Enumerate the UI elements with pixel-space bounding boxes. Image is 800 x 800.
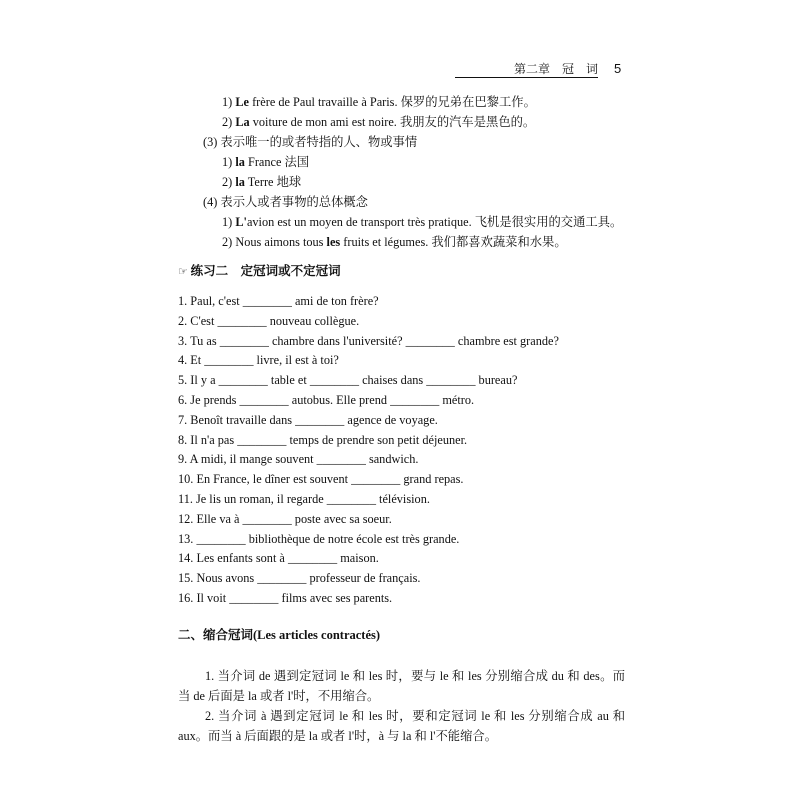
exercise-item: 9. A midi, il mange souvent ________ sandwich. bbox=[178, 452, 419, 467]
exercise-item: 1. Paul, c'est ________ ami de ton frère? bbox=[178, 294, 379, 308]
exercise-item: 14. Les enfants sont à ________ maison. bbox=[178, 551, 379, 566]
exercise-item: 3. Tu as ________ chambre dans l'université? ________ chambre est grande? bbox=[178, 333, 559, 348]
section-heading: 二、缩合冠词(Les articles contractés) bbox=[178, 628, 381, 642]
example-line bbox=[222, 235, 567, 249]
example-bold: les bbox=[326, 235, 341, 249]
exercise-heading bbox=[178, 264, 341, 279]
example-post: voiture de mon ami est noire. 我朋友的汽车是黑色的。 bbox=[249, 115, 536, 129]
example-pre: 1) bbox=[222, 215, 236, 229]
example-pre: 2) bbox=[222, 175, 236, 189]
example-pre: 1) bbox=[222, 155, 236, 169]
example-bold: la bbox=[235, 175, 245, 189]
paragraph-text: 2. 当介词 à 遇到定冠词 le 和 les 时，要和定冠词 le 和 les 分别缩合成 au 和 aux。而当 à 后面跟的是 la 或者 l'时，à 与 la 和 l'不能缩合。 bbox=[178, 709, 625, 743]
exercise-item: 10. En France, le dîner est souvent ________ grand repas. bbox=[178, 472, 464, 487]
exercise-item: 13. ________ bibliothèque de notre école est très grande. bbox=[178, 531, 460, 546]
exercise-item: 8. Il n'a pas ________ temps de prendre son petit déjeuner. bbox=[178, 432, 468, 447]
page-number: 5 bbox=[614, 61, 622, 76]
exercise-item: 7. Benoît travaille dans ________ agence de voyage. bbox=[178, 412, 438, 427]
example-line bbox=[203, 195, 368, 209]
exercise-item: 4. Et ________ livre, il est à toi? bbox=[178, 353, 339, 368]
example-pre: 2) bbox=[222, 115, 236, 129]
paragraph-text: 1. 当介词 de 遇到定冠词 le 和 les 时，要与 le 和 les 分别缩合成 du 和 des。而当 de 后面是 la 或者 l'时，不用缩合。 bbox=[178, 669, 625, 703]
exercise-item: 12. Elle va à ________ poste avec sa soeur. bbox=[178, 511, 392, 526]
exercise-item: 6. Je prends ________ autobus. Elle prend ________ métro. bbox=[178, 393, 475, 407]
paragraph bbox=[178, 706, 625, 746]
example-post: avion est un moyen de transport très pratique. 飞机是很实用的交通工具。 bbox=[246, 215, 623, 229]
exercise-item: 15. Nous avons ________ professeur de français. bbox=[178, 571, 421, 586]
example-post: frère de Paul travaille à Paris. 保罗的兄弟在巴黎工作。 bbox=[249, 95, 536, 109]
example-bold: la bbox=[235, 155, 245, 169]
example-pre: 1) bbox=[222, 95, 236, 109]
exercise-item: 16. Il voit ________ films avec ses parents. bbox=[178, 591, 393, 605]
pointing-hand-icon: ☞ bbox=[178, 266, 191, 278]
example-bold: La bbox=[235, 115, 250, 129]
example-post: Terre 地球 bbox=[244, 175, 302, 189]
example-pre: (4) 表示人或者事物的总体概念 bbox=[203, 195, 368, 209]
example-line bbox=[222, 115, 535, 129]
exercise-title: 练习二 定冠词或不定冠词 bbox=[190, 264, 341, 278]
paragraph bbox=[178, 666, 625, 706]
example-bold: Le bbox=[235, 95, 249, 109]
example-post: fruits et légumes. 我们都喜欢蔬菜和水果。 bbox=[340, 235, 567, 249]
example-pre: 2) Nous aimons tous bbox=[222, 235, 327, 249]
example-line bbox=[203, 135, 417, 149]
example-line bbox=[222, 175, 301, 189]
example-line bbox=[222, 155, 309, 169]
example-line bbox=[222, 95, 536, 109]
example-pre: (3) 表示唯一的或者特指的人、物或事情 bbox=[203, 135, 418, 149]
exercise-item: 5. Il y a ________ table et ________ chaises dans ________ bureau? bbox=[178, 373, 518, 388]
exercise-item: 2. C'est ________ nouveau collègue. bbox=[178, 313, 360, 328]
running-header: 第二章 冠 词 bbox=[455, 62, 598, 78]
example-line bbox=[222, 215, 622, 229]
example-bold: L' bbox=[235, 215, 247, 229]
example-post: France 法国 bbox=[244, 155, 310, 169]
exercise-item: 11. Je lis un roman, il regarde ________ télévision. bbox=[178, 492, 430, 506]
